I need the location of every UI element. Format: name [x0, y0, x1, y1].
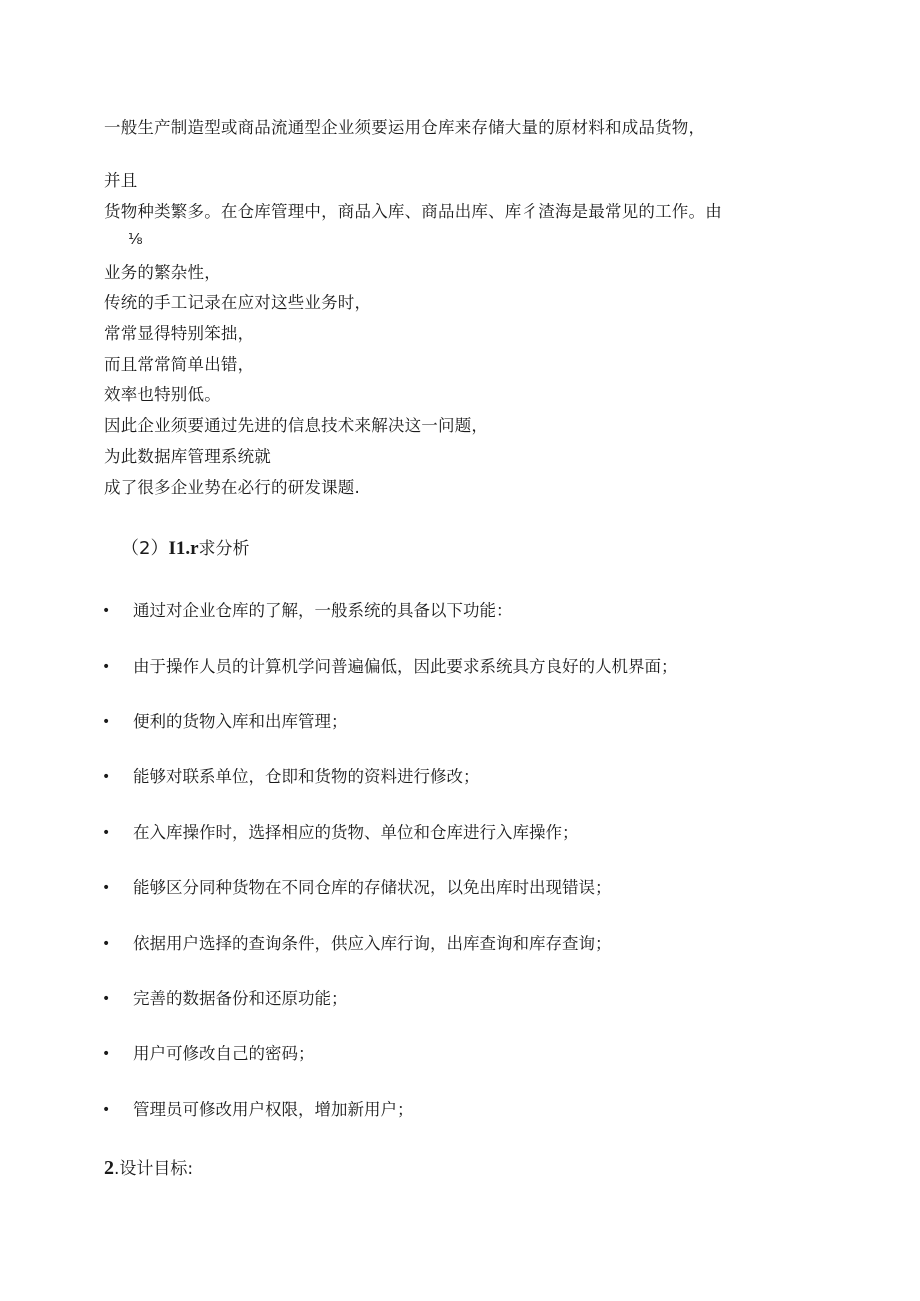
- list-item-text: 由于操作人员的计算机学问普遍偏低，因此要求系统具方良好的人机界面；: [133, 657, 678, 676]
- paragraph-line-8: 效率也特别低。: [104, 385, 221, 404]
- paragraph-line-3: 货物种类繁多。在仓库管理中，商品入库、商品出库、库彳渣海是最常见的工作。由: [104, 202, 722, 221]
- bullet-icon: •: [102, 603, 111, 619]
- list-item-text: 便利的货物入库和出库管理；: [133, 712, 348, 731]
- paragraph-line-7: 而且常常简单出错，: [104, 355, 255, 374]
- list-item-text: 用户可修改自己的密码；: [133, 1044, 315, 1063]
- section-heading: [121, 537, 250, 561]
- paragraph-line-9: 因此企业须要通过先进的信息技术来解决这一问题，: [104, 416, 489, 435]
- list-item-text: 管理员可修改用户权限，增加新用户；: [133, 1100, 414, 1119]
- bullet-icon: •: [102, 825, 111, 841]
- list-item-text: 在入库操作时，选择相应的货物、单位和仓库进行入库操作；: [133, 823, 579, 842]
- paragraph-line-11: 成了很多企业势在必行的研发课题.: [104, 478, 360, 497]
- bullet-icon: •: [102, 769, 111, 785]
- section-heading-rest: 求分析: [198, 539, 250, 559]
- list-item-text: 能够区分同种货物在不同仓库的存储状况，以免出库时出现错误；: [133, 878, 612, 897]
- bullet-icon: •: [102, 1102, 111, 1118]
- paragraph-line-6: 常常显得特别笨拙，: [104, 324, 255, 343]
- paragraph-line-1: 一般生产制造型或商品流通型企业须要运用仓库来存储大量的原材料和成品货物，: [104, 118, 706, 137]
- paragraph-line-10: 为此数据库管理系统就: [104, 447, 271, 466]
- bullet-icon: •: [102, 936, 111, 952]
- paragraph-line-4: 业务的繁杂性，: [104, 263, 221, 282]
- bullet-icon: •: [102, 714, 111, 730]
- design-goal-number: 2: [104, 1157, 114, 1179]
- paragraph-line-2: 并且: [104, 171, 138, 190]
- bullet-icon: •: [102, 880, 111, 896]
- list-item-text: 依据用户选择的查询条件，供应入库行询，出库查询和库存查询；: [133, 934, 612, 953]
- bullet-icon: •: [102, 1046, 111, 1062]
- list-item-text: 完善的数据备份和还原功能；: [133, 989, 348, 1008]
- paragraph-line-5: 传统的手工记录在应对这些业务时，: [104, 293, 372, 312]
- list-item-text: 能够对联系单位，仓即和货物的资料进行修改；: [133, 767, 480, 786]
- design-goal-text: .设计目标:: [114, 1159, 194, 1179]
- bullet-icon: •: [102, 659, 111, 675]
- bullet-icon: •: [102, 991, 111, 1007]
- section-heading-prefix: （2）: [121, 538, 169, 559]
- design-goal-heading: [104, 1156, 193, 1181]
- fraction-mark: ⅛: [128, 230, 143, 248]
- list-item-text: 通过对企业仓库的了解，一般系统的具备以下功能：: [133, 601, 513, 620]
- section-heading-bold: I1.r: [168, 538, 199, 559]
